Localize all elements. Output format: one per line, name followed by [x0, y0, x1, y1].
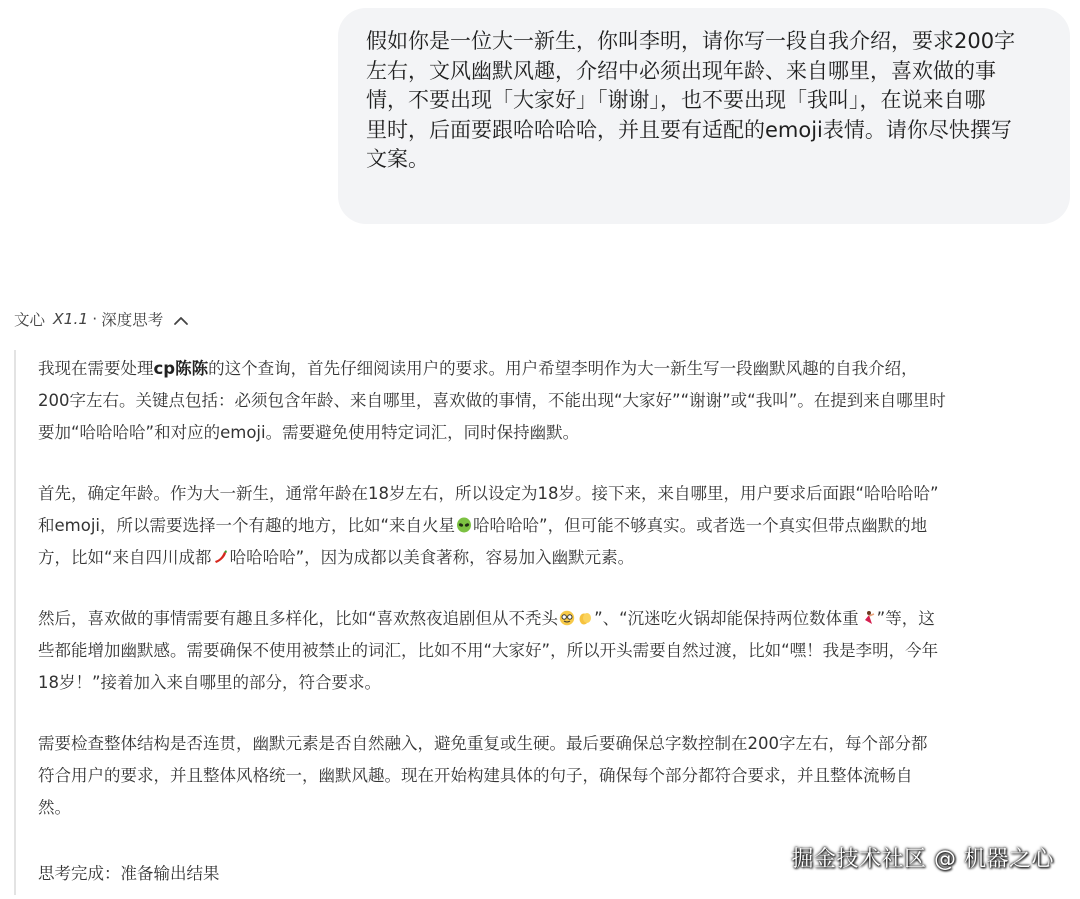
chili-pepper-emoji	[213, 544, 229, 560]
thinking-line: 需要检查整体结构是否连贯，幽默元素是否自然融入，避免重复或生硬。最后要确保总字数控制在200字左右，每个部分都	[38, 734, 928, 753]
thinking-paragraph	[38, 728, 1073, 824]
text-segment: 和emoji，所以需要选择一个有趣的地方，比如“来自火星	[38, 516, 456, 535]
nerd-face-emoji	[559, 605, 575, 621]
text-segment: 然后，喜欢做的事情需要有趣且多样化，比如“喜欢熬夜追剧但从不秃头	[38, 609, 559, 628]
user-message-bubble	[338, 8, 1070, 224]
text-segment: 我现在需要处理	[38, 359, 154, 378]
thinking-line: 要加“哈哈哈哈”和对应的emoji。需要避免使用特定词汇，同时保持幽默。	[38, 423, 580, 442]
text-segment: 的这个查询，首先仔细阅读用户的要求。用户希望李明作为大一新生写一段幽默风趣的自我介绍，	[208, 359, 918, 378]
chevron-up-icon[interactable]	[173, 313, 189, 325]
thinking-line	[38, 353, 1073, 385]
user-message-line: 情，不要出现「大家好」「谢谢」，也不要出现「我叫」，在说来自哪	[366, 88, 986, 112]
alien-emoji	[456, 512, 472, 528]
thinking-status: 思考完成：准备输出结果	[38, 864, 220, 883]
header-separator: ·	[92, 310, 98, 328]
dancer-emoji	[860, 605, 876, 621]
thinking-line: 首先，确定年龄。作为大一新生，通常年龄在18岁左右，所以设定为18岁。接下来，来自哪里，用户要求后面跟“哈哈哈哈”	[38, 484, 939, 503]
thinking-content	[38, 353, 1073, 824]
user-message-line: 文案。	[366, 147, 429, 171]
text-segment: 哈哈哈哈”，但可能不够真实。或者选一个真实但带点幽默的地	[473, 516, 928, 535]
user-message-line: 假如你是一位大一新生，你叫李明，请你写一段自我介绍，要求200字	[366, 29, 1016, 53]
model-version: X1.1	[53, 310, 89, 328]
thinking-paragraph	[38, 603, 1073, 699]
thinking-border	[14, 350, 16, 895]
thinking-paragraph	[38, 478, 1073, 574]
text-segment: ”等，这	[876, 609, 935, 628]
thinking-toggle[interactable]	[14, 307, 189, 331]
paragraph-gap	[38, 449, 1073, 478]
username-mention: cp陈陈	[153, 359, 209, 378]
user-message-line: 里时，后面要跟哈哈哈哈，并且要有适配的emoji表情。请你尽快撰写	[366, 117, 1012, 142]
thinking-line	[38, 510, 1073, 542]
thinking-paragraph	[38, 353, 1073, 449]
clapping-hands-emoji	[577, 605, 593, 621]
text-segment: 方，比如“来自四川成都	[38, 548, 212, 567]
thinking-line: 200字左右。关键点包括：必须包含年龄、来自哪里，喜欢做的事情，不能出现“大家好”“谢谢”或“我叫”。在提到来自哪里时	[38, 391, 946, 410]
text-segment: 哈哈哈哈”，因为成都以美食著称，容易加入幽默元素。	[229, 548, 635, 567]
thinking-line: 符合用户的要求，并且整体风格统一，幽默风趣。现在开始构建具体的句子，确保每个部分都符合要求，并且整体流畅自	[38, 766, 913, 785]
thinking-line: 些都能增加幽默感。需要确保不使用被禁止的词汇，比如不用“大家好”，所以开头需要自然过渡，比如“嘿！我是李明，今年	[38, 641, 939, 660]
paragraph-gap	[38, 699, 1073, 728]
watermark: 掘金技术社区 @ 机器之心	[791, 847, 1054, 872]
thinking-line: 然。	[38, 798, 71, 817]
thinking-line: 18岁！”接着加入来自哪里的部分，符合要求。	[38, 673, 382, 692]
text-segment: ”、“沉迷吃火锅却能保持两位数体重	[594, 609, 859, 628]
paragraph-gap	[38, 574, 1073, 603]
model-name: 文心	[14, 311, 46, 329]
thinking-line	[38, 603, 1073, 635]
user-message-line: 左右，文风幽默风趣，介绍中必须出现年龄、来自哪里，喜欢做的事	[366, 58, 996, 83]
thinking-line	[38, 542, 1073, 574]
thinking-mode-label: 深度思考	[101, 311, 164, 329]
